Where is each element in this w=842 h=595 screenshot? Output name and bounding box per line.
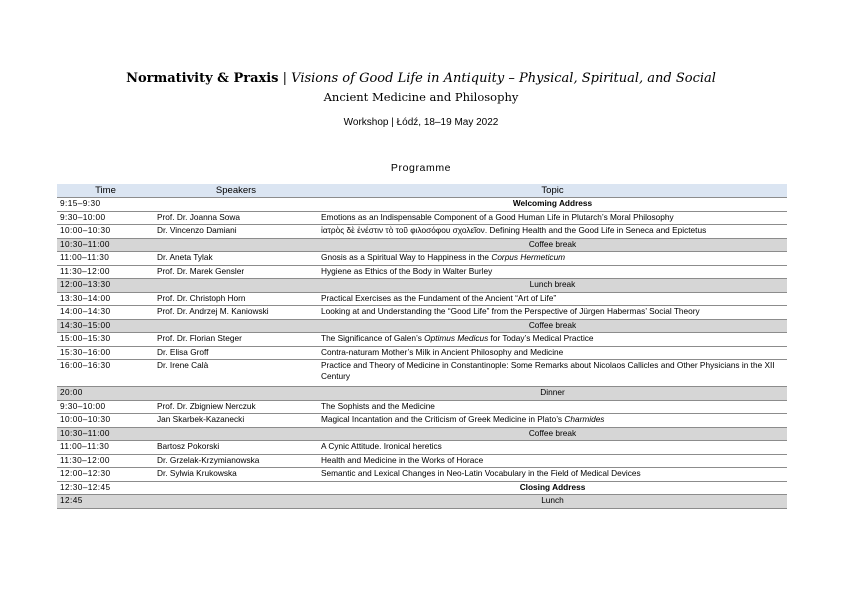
time-cell: 10:00–10:30 <box>60 414 111 424</box>
topic-text: Emotions as an Indispensable Component of a Good Human Life in Plutarch’s Moral Philosophy <box>321 211 674 222</box>
topic-text: Semantic and Lexical Changes in Neo-Latin Vocabulary in the Field of Medical Devices <box>321 468 641 478</box>
table-row <box>57 225 787 239</box>
topic-text: Gnosis as a Spiritual Way to Happiness in the <box>321 252 492 262</box>
title-separator: | <box>278 71 292 86</box>
topic-text: Looking at and Understanding the “Good Life” from the Perspective of Jürgen Habermas’ Social Theory <box>321 306 700 316</box>
table-row <box>57 306 787 320</box>
speaker-cell <box>154 495 318 509</box>
programme-heading: Programme <box>390 162 452 174</box>
speaker-cell: Prof. Dr. Christoph Horn <box>157 292 246 303</box>
topic-italic-text: Corpus Hermeticum <box>491 252 566 262</box>
time-cell: 13:30–14:00 <box>60 292 111 303</box>
speaker-cell: Dr. Vincenzo Damiani <box>157 225 237 235</box>
time-cell: 15:30–16:00 <box>60 346 111 357</box>
break-row <box>57 387 787 401</box>
topic-cell <box>318 198 787 212</box>
time-cell: 12:45 <box>60 495 83 505</box>
topic-cell <box>318 306 787 320</box>
time-cell: 9:15–9:30 <box>60 198 101 208</box>
speaker-cell: Dr. Sylwia Krukowska <box>157 468 237 478</box>
speaker-cell: Jan Skarbek-Kazanecki <box>157 414 245 424</box>
table-row <box>57 252 787 266</box>
topic-cell <box>318 387 787 401</box>
break-row <box>57 495 787 509</box>
topic-cell <box>318 238 787 252</box>
topic-italic-text: Optimus Medicus <box>424 333 489 343</box>
break-row <box>57 319 787 333</box>
topic-text: Coffee break <box>528 427 577 438</box>
topic-text: Coffee break <box>528 238 577 249</box>
topic-text: The Significance of Galen’s <box>321 333 425 343</box>
topic-text: Contra-naturam Mother’s Milk in Ancient Philosophy and Medicine <box>321 346 564 357</box>
speaker-cell <box>154 198 318 212</box>
time-cell: 9:30–10:00 <box>60 400 106 411</box>
table-row <box>57 292 787 306</box>
speaker-cell: Prof. Dr. Andrzej M. Kaniowski <box>157 306 269 316</box>
time-cell: 11:00–11:30 <box>60 441 110 451</box>
session-heading-row <box>57 198 787 212</box>
speaker-cell: Dr. Elisa Groff <box>157 346 209 357</box>
topic-cell <box>318 414 787 428</box>
topic-cell <box>318 427 787 441</box>
topic-text-after: for Today’s Medical Practice <box>488 333 594 343</box>
table-row <box>57 414 787 428</box>
topic-cell <box>318 252 787 266</box>
workshop-line: Workshop | Łódź, 18–19 May 2022 <box>343 117 499 128</box>
speaker-cell <box>154 279 318 293</box>
time-cell: 12:30–12:45 <box>60 481 111 492</box>
topic-cell <box>318 319 787 333</box>
topic-text: ἰατρὸς δὲ ἐνέστιν τὸ τοῦ φιλοσόφου σχολεῖον. Defining Health and the Good Life in Seneca and Epictetus <box>321 225 707 235</box>
table-header-row <box>57 184 787 198</box>
time-cell: 10:30–11:00 <box>60 238 110 249</box>
topic-text: The Sophists and the Medicine <box>321 400 435 411</box>
topic-text: Health and Medicine in the Works of Horace <box>321 454 484 465</box>
time-cell: 11:00–11:30 <box>60 252 110 262</box>
topic-cell <box>318 495 787 509</box>
table-row <box>57 360 787 387</box>
table-row <box>57 468 787 482</box>
column-header-speakers: Speakers <box>154 184 318 198</box>
speaker-cell: Prof. Dr. Zbigniew Nerczuk <box>157 400 256 411</box>
title-bold: Normativity & Praxis <box>126 71 279 86</box>
speaker-cell: Bartosz Pokorski <box>157 441 220 451</box>
session-heading-row <box>57 481 787 495</box>
column-header-time: Time <box>57 184 154 198</box>
document-subtitle: Ancient Medicine and Philosophy <box>323 90 519 104</box>
topic-cell <box>318 360 787 387</box>
topic-text: Lunch break <box>529 279 576 289</box>
break-row <box>57 427 787 441</box>
topic-text: Welcoming Address <box>512 198 593 208</box>
table-row <box>57 400 787 414</box>
table-row <box>57 346 787 360</box>
topic-text: Hygiene as Ethics of the Body in Walter Burley <box>321 265 493 276</box>
time-cell: 12:00–13:30 <box>60 279 111 289</box>
topic-cell <box>318 225 787 239</box>
speaker-cell: Dr. Grzelak-Krzymianowska <box>157 454 260 465</box>
speaker-cell: Prof. Dr. Joanna Sowa <box>157 211 241 222</box>
column-header-topic: Topic <box>318 184 787 198</box>
table-row <box>57 441 787 455</box>
topic-cell <box>318 481 787 495</box>
topic-text: Practical Exercises as the Fundament of the Ancient “Art of Life” <box>321 292 557 303</box>
time-cell: 12:00–12:30 <box>60 468 111 478</box>
topic-cell <box>318 292 787 306</box>
speaker-cell <box>154 387 318 401</box>
topic-text: Practice and Theory of Medicine in Constantinople: Some Remarks about Nicolaos Callicles and Other Physicians in the XII Century <box>321 360 775 381</box>
topic-text: Dinner <box>540 387 565 397</box>
programme-table-body <box>57 198 787 509</box>
speaker-cell: Dr. Aneta Tylak <box>157 252 213 262</box>
title-italic: Visions of Good Life in Antiquity – Physical, Spiritual, and Social <box>291 71 716 86</box>
topic-cell <box>318 279 787 293</box>
topic-cell <box>318 454 787 468</box>
time-cell: 11:30–12:00 <box>60 454 110 465</box>
document-title <box>0 71 842 87</box>
topic-italic-text: Charmides <box>564 414 605 424</box>
topic-text: Lunch <box>541 495 564 505</box>
time-cell: 15:00–15:30 <box>60 333 111 343</box>
speaker-cell <box>154 481 318 495</box>
topic-cell <box>318 468 787 482</box>
speaker-cell: Prof. Dr. Florian Steger <box>157 333 242 343</box>
topic-cell <box>318 441 787 455</box>
time-cell: 14:00–14:30 <box>60 306 111 316</box>
time-cell: 10:00–10:30 <box>60 225 111 235</box>
break-row <box>57 238 787 252</box>
time-cell: 20:00 <box>60 387 83 397</box>
speaker-cell: Prof. Dr. Marek Gensler <box>157 265 245 276</box>
table-row <box>57 211 787 225</box>
speaker-cell <box>154 319 318 333</box>
time-cell: 9:30–10:00 <box>60 211 106 222</box>
time-cell: 16:00–16:30 <box>60 360 111 370</box>
topic-cell <box>318 265 787 279</box>
topic-cell <box>318 333 787 347</box>
table-row <box>57 454 787 468</box>
speaker-cell <box>154 427 318 441</box>
topic-cell <box>318 211 787 225</box>
speaker-cell <box>154 238 318 252</box>
time-cell: 10:30–11:00 <box>60 427 110 438</box>
time-cell: 11:30–12:00 <box>60 265 110 276</box>
topic-cell <box>318 346 787 360</box>
topic-cell <box>318 400 787 414</box>
topic-text: A Cynic Attitude. Ironical heretics <box>321 441 442 451</box>
break-row <box>57 279 787 293</box>
time-cell: 14:30–15:00 <box>60 319 111 330</box>
topic-text: Coffee break <box>528 319 577 330</box>
table-row <box>57 265 787 279</box>
speaker-cell: Dr. Irene Calà <box>157 360 209 370</box>
table-row <box>57 333 787 347</box>
programme-table <box>57 184 787 509</box>
topic-text: Magical Incantation and the Criticism of Greek Medicine in Plato’s <box>321 414 565 424</box>
topic-text: Closing Address <box>519 481 586 492</box>
